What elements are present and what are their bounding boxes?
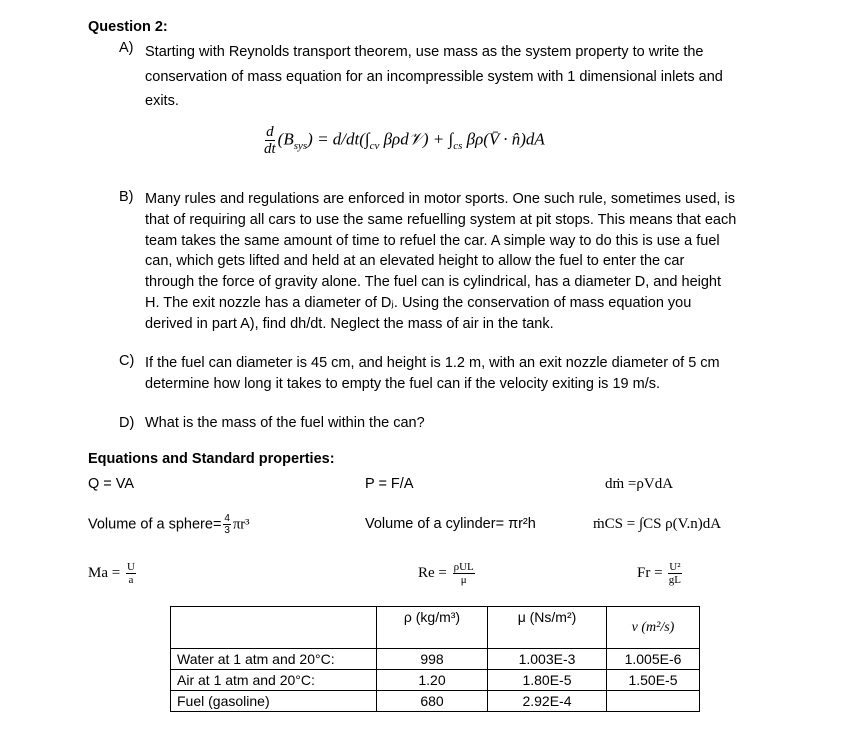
text-line: Starting with Reynolds transport theorem, use mass as the system property to write the — [145, 44, 704, 60]
table-cell: 1.003E-3 — [488, 649, 607, 670]
table-header-cell: ρ (kg/m³) — [377, 607, 488, 649]
eq-cylinder-volume: Volume of a cylinder= πr²h — [365, 516, 536, 532]
text-line: H. The exit nozzle has a diameter of Dⱼ. Using the conservation of mass equation you — [145, 294, 692, 311]
eq-den: a — [128, 574, 134, 586]
eq-froude — [637, 561, 684, 586]
table-header-cell: ν (m²/s) — [607, 607, 700, 649]
eq-flow-rate: Q = VA — [88, 476, 135, 492]
table-cell: 2.92E-4 — [488, 691, 607, 712]
eq-num: U² — [669, 561, 681, 573]
eq-text: Re = — [418, 564, 451, 581]
eq-sub: sys — [293, 139, 308, 152]
eq-text: πr³ — [232, 516, 250, 533]
question-title: Question 2: — [88, 19, 168, 35]
eq-text: Volume of a sphere= — [88, 516, 222, 533]
eq-sphere-volume — [88, 513, 249, 536]
part-d-text: What is the mass of the fuel within the can? — [145, 415, 425, 431]
eq-reynolds — [418, 561, 477, 586]
eq-sub: cv — [369, 139, 380, 152]
eq-text: ) = d/dt(∫ — [307, 129, 370, 149]
text-line: team takes the same amount of time to refuel the car. A simple way to do this is use a fuel — [145, 232, 720, 249]
table-cell: 1.20 — [377, 670, 488, 691]
table-cell: Air at 1 atm and 20°C: — [171, 670, 377, 691]
part-d-label: D) — [119, 415, 135, 431]
table-row — [171, 670, 700, 691]
table-cell: 1.50E-5 — [607, 670, 700, 691]
table-cell: Water at 1 atm and 20°C: — [171, 649, 377, 670]
table-cell: 998 — [377, 649, 488, 670]
table-row — [171, 649, 700, 670]
rtt-equation — [262, 124, 545, 157]
text-line: determine how long it takes to empty the fuel can if the velocity exiting is 19 m/s. — [145, 375, 661, 392]
eq-control-surface-mass: ṁCS = ∫CS ρ(V.n)dA — [593, 516, 722, 532]
part-a-label: A) — [119, 40, 134, 56]
table-cell — [607, 691, 700, 712]
text-line: can, which gets lifted and held at an elevated height to allow the fuel to enter the car — [145, 253, 685, 270]
text-line: that of requiring all cars to use the same refuelling system at pit stops. This means that each — [145, 211, 737, 228]
eq-pressure: P = F/A — [365, 476, 414, 492]
table-cell: 680 — [377, 691, 488, 712]
text-line: derived in part A), find dh/dt. Neglect the mass of air in the tank. — [145, 315, 554, 332]
eq-den: μ — [460, 574, 467, 586]
eq-num: ρUL — [453, 561, 474, 573]
eq-num: d — [266, 124, 274, 140]
text-line: through the force of gravity alone. The fuel can is cylindrical, has a diameter D, and height — [145, 274, 722, 291]
part-c-label: C) — [119, 353, 135, 369]
eq-den: gL — [668, 574, 682, 586]
eq-mass-flow: dṁ =ρVdA — [605, 476, 674, 492]
properties-table — [170, 606, 700, 712]
eq-den: 3 — [224, 525, 230, 536]
part-b-label: B) — [119, 189, 134, 205]
table-cell: Fuel (gasoline) — [171, 691, 377, 712]
table-cell: 1.80E-5 — [488, 670, 607, 691]
text-line: Many rules and regulations are enforced in motor sports. One such rule, sometimes used, is — [145, 191, 735, 207]
eq-num: 4 — [224, 513, 230, 524]
eq-den: dt — [264, 141, 276, 157]
eq-text: (B — [277, 129, 294, 149]
table-header-cell: μ (Ns/m²) — [488, 607, 607, 649]
table-cell: 1.005E-6 — [607, 649, 700, 670]
part-b-text — [145, 189, 785, 335]
eq-text: Ma = — [88, 564, 124, 581]
eq-text: Fr = — [637, 564, 667, 581]
part-c-text — [145, 353, 785, 395]
eq-text: + ∫ — [428, 129, 454, 149]
table-row — [171, 691, 700, 712]
eq-text: βρ(V̄ · n̂)dA — [466, 129, 545, 149]
eq-text: βρd𝒱) — [383, 129, 429, 149]
eq-mach — [88, 561, 138, 586]
equations-heading: Equations and Standard properties: — [88, 451, 335, 467]
eq-sub: cs — [453, 139, 463, 152]
text-line: exits. — [145, 93, 179, 109]
text-line: If the fuel can diameter is 45 cm, and height is 1.2 m, with an exit nozzle diameter of 5 cm — [145, 355, 720, 371]
part-a-text — [145, 40, 785, 114]
table-header-row — [171, 607, 700, 649]
table-header-cell — [171, 607, 377, 649]
text-line: conservation of mass equation for an incompressible system with 1 dimensional inlets and — [145, 68, 723, 85]
eq-num: U — [126, 561, 135, 573]
